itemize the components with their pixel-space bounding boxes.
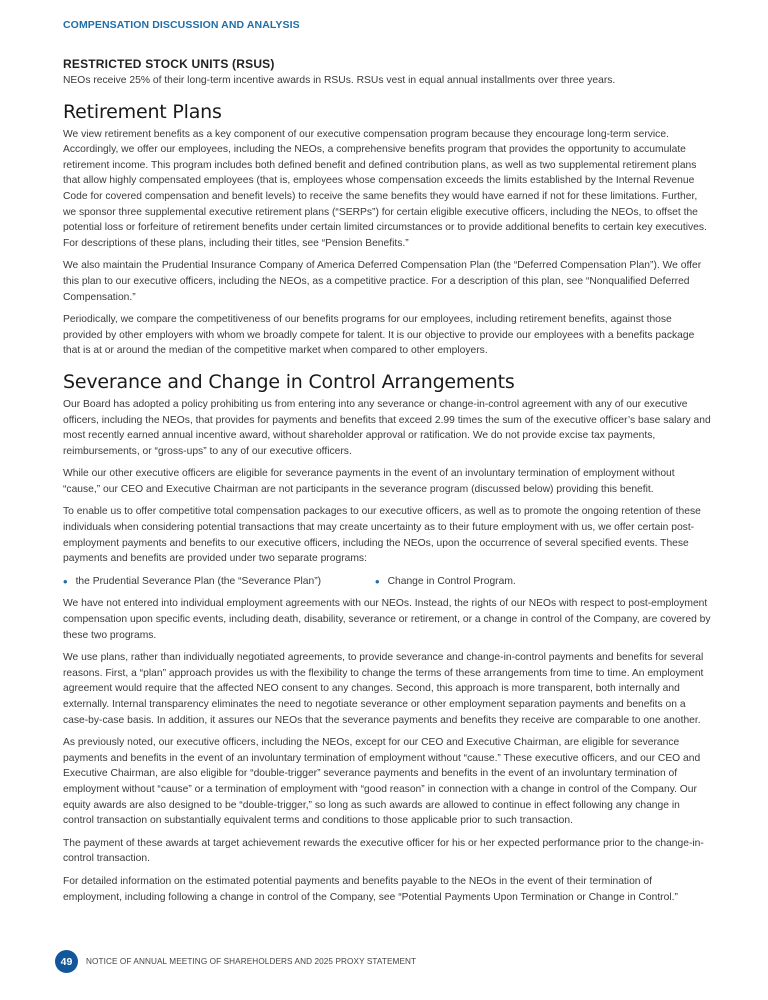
severance-paragraph-4: We have not entered into individual employment agreements with our NEOs. Instead, the rights of our NEOs with respect to post-employment compensation upon specific events, including death, disability, severance or retirement, or a change in control of the Company, are covered by these two programs.: [63, 598, 711, 641]
retirement-paragraph-2: We also maintain the Prudential Insurance Company of America Deferred Compensation Plan (the “Deferred Compensation Plan”). We offer this plan to our executive officers, including the NEOs, as a competitive practice. For a description of this plan, see “Nonqualified Deferred Compensation.”: [63, 260, 702, 303]
severance-paragraph-7: The payment of these awards at target achievement rewards the executive officer for his or her expected performance prior to the change-in-control transaction.: [63, 837, 704, 865]
list-item-text: Change in Control Program.: [387, 575, 516, 587]
retirement-paragraph-3: Periodically, we compare the competitiveness of our benefits programs for our employees, including retirement benefits, against those provided by other employers with whom we broadly compete for talent. It is our objective to provide our employees with a benefits package that is at or around the median of the competitive market when compared to other employers.: [63, 314, 695, 357]
severance-paragraph-8: For detailed information on the estimated potential payments and benefits payable to the NEOs in the event of their termination of employment, including following a change in control of the Company, see “Potential Payments Upon Termination or Change in Control.”: [63, 875, 678, 903]
list-item-text: the Prudential Severance Plan (the “Severance Plan”): [75, 575, 322, 587]
severance-paragraph-5: We use plans, rather than individually negotiated agreements, to provide severance and change-in-control payments and benefits for several reasons. First, a “plan” approach provides us with the flexibility to change the terms of these arrangements from time to time. An employment agreement would require that the affected NEO consent to any changes. Second, this approach is more transparent, both internally and externally. Internal transparency eliminates the need to negotiate severance or other employment separation payments and benefits on a case-by-case basis. In addition, it assures our NEOs that the severance payments and benefits they receive are comparable to one another.: [63, 652, 704, 726]
page-number-badge: 49: [55, 950, 78, 973]
page-footer: [55, 950, 416, 973]
page-content: [63, 0, 713, 912]
retirement-paragraph-1: We view retirement benefits as a key component of our executive compensation program because they encourage long-term service. Accordingly, we offer our employees, including the NEOs, a comprehensive benefits program that provides the opportunity to accumulate retirement income. This program includes both defined benefit and defined contribution plans, as well as two supplemental retirement plans that allow highly compensated employees (that is, employees whose compensation exceeds the limits established by the Internal Revenue Code for covered compensation and benefit levels) to receive the same benefits they would have earned if not for these limitations. Further, we sponsor three supplemental executive retirement plans (“SERPs”) for certain eligible executive officers, including the NEOs, to offset the potential loss or forfeiture of retirement benefits under certain limited circumstances or to provide additional benefits to certain key executives. For descriptions of these plans, including their titles, see “Pension Benefits.”: [63, 128, 707, 249]
retirement-heading: Retirement Plans: [63, 100, 222, 123]
rsus-heading: RESTRICTED STOCK UNITS (RSUS): [63, 57, 275, 71]
bullet-icon: •: [63, 573, 68, 589]
severance-heading: Severance and Change in Control Arrangements: [63, 370, 515, 393]
severance-paragraph-1: Our Board has adopted a policy prohibiting us from entering into any severance or change-in-control agreement with any of our executive officers, including the NEOs, that provides for payments and benefits that exceed 2.99 times the sum of the executive officer’s base salary and most recently earned annual incentive award, without shareholder approval or ratification. We do not provide excise tax payments, reimbursements, or “gross-ups” to any of our executive officers.: [63, 398, 711, 457]
bullet-icon: •: [375, 573, 380, 589]
severance-paragraph-3: To enable us to offer competitive total compensation packages to our executive officers, as well as to promote the ongoing retention of these individuals when considering potential transactions that may create uncertainty as to their future employment with us, we offer certain post-employment payments and benefits to our executive officers, including the NEOs, upon the occurrence of several specified events. These payments and benefits are provided under two separate programs:: [63, 506, 701, 565]
rsus-text: NEOs receive 25% of their long-term incentive awards in RSUs. RSUs vest in equal annual installments over three years.: [63, 75, 616, 86]
footer-title: NOTICE OF ANNUAL MEETING OF SHAREHOLDERS AND 2025 PROXY STATEMENT: [86, 957, 417, 966]
programs-list: [63, 574, 713, 590]
list-item: [375, 574, 516, 590]
severance-paragraph-6: As previously noted, our executive officers, including the NEOs, except for our CEO and Executive Chairman, are eligible for severance payments and benefits in the event of an involuntary termination of employment without “cause.” These executive officers, and our CEO and Executive Chairman, are also eligible for “double-trigger” severance payments and benefits in the event of an involuntary termination of employment without “cause” or a termination of employment with “good reason” in connection with a change in control of the Company. Our equity awards are also designed to be “double-trigger,” so long as such awards are allowed to continue in effect following any change in control transaction on substantially equivalent terms and conditions to those applicable prior to such transaction.: [63, 737, 701, 827]
section-label: COMPENSATION DISCUSSION AND ANALYSIS: [63, 19, 300, 31]
severance-paragraph-2: While our other executive officers are eligible for severance payments in the event of an involuntary termination of employment without “cause,” our CEO and Executive Chairman are not participants in the severance program (discussed below) providing this benefit.: [63, 468, 675, 495]
list-item: [63, 574, 375, 590]
